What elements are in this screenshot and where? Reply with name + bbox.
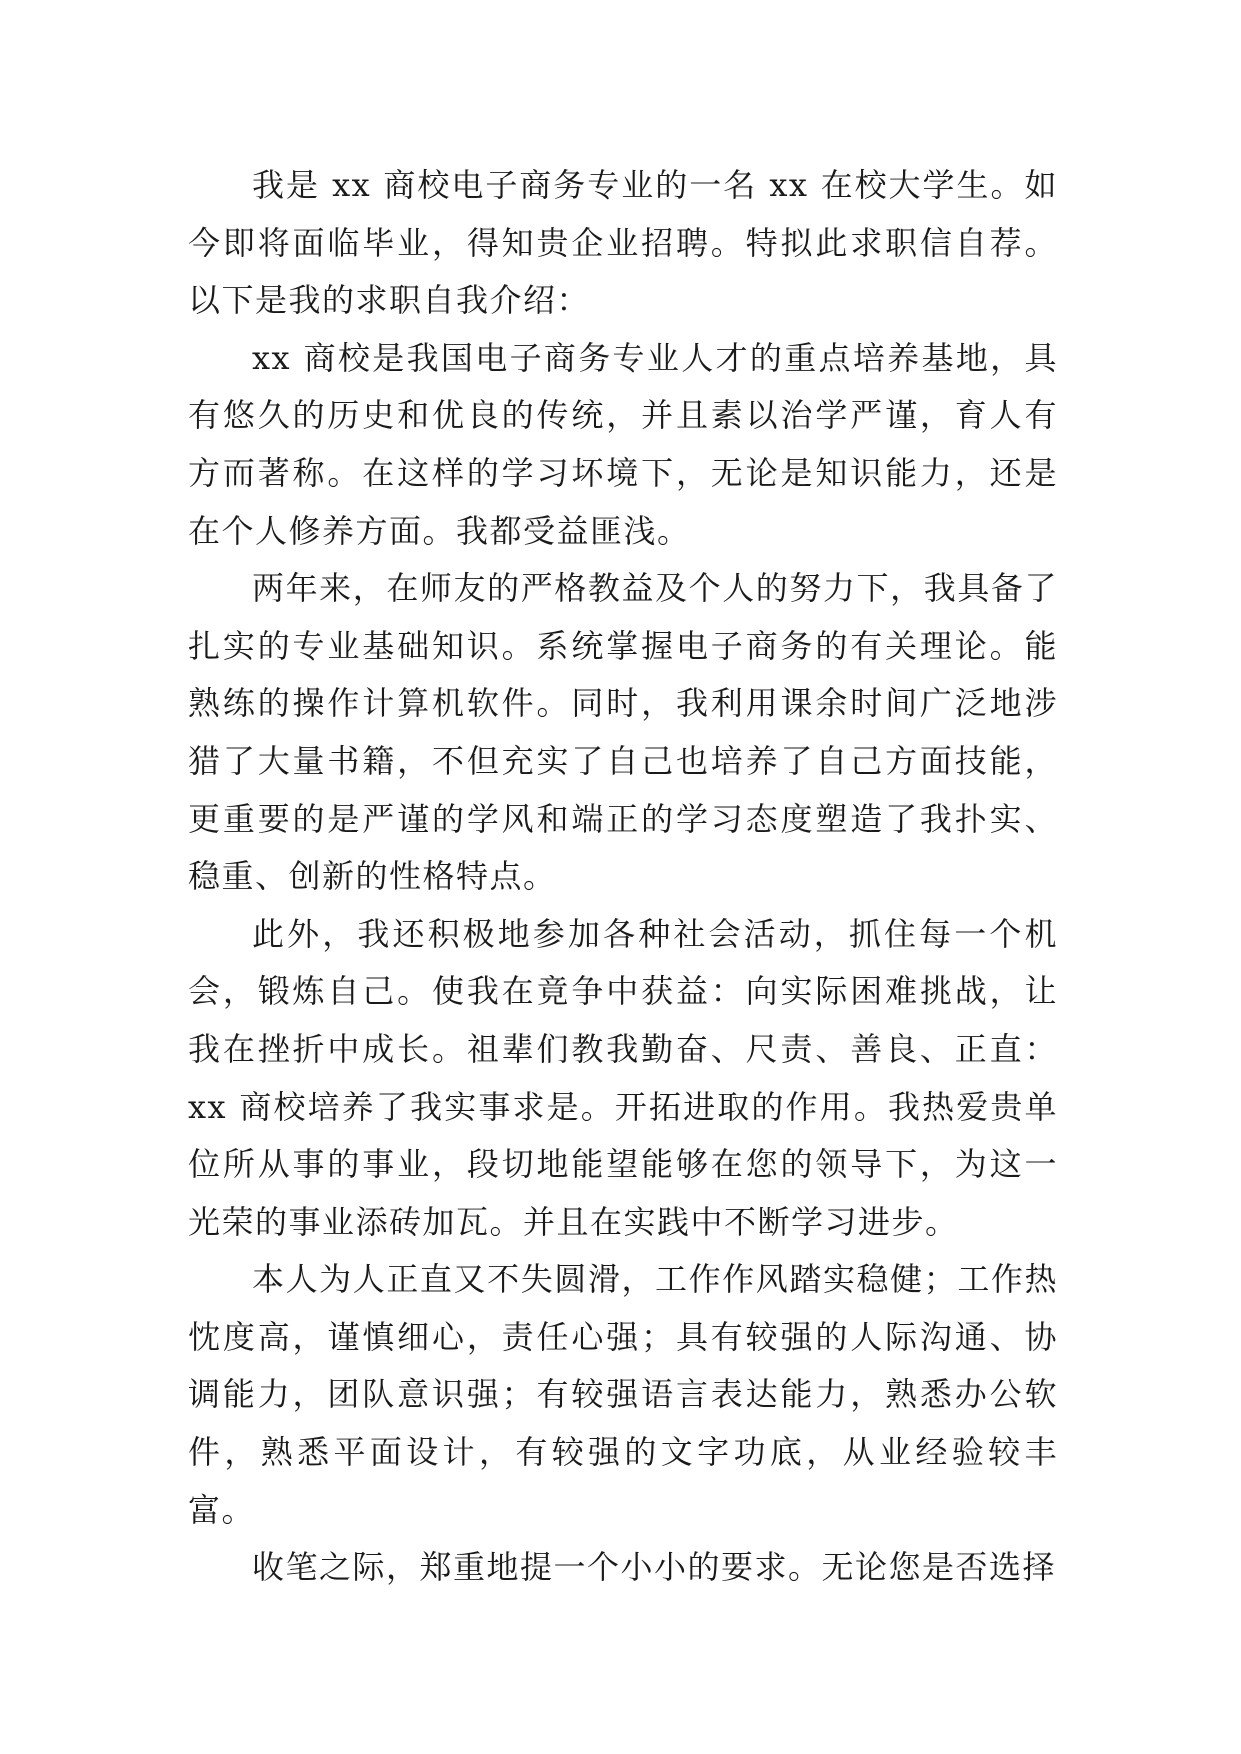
document-body: [188, 157, 1058, 1597]
paragraph-skills: 两年来，在师友的严格教益及个人的努力下，我具备了扎实的专业基础知识。系统掌握电子商务的有关理论。能熟练的操作计算机软件。同时，我利用课余时间广泛地涉猎了大量书籍，不但充实了自己也培养了自己方面技能，更重要的是严谨的学风和端正的学习态度塑造了我扑实、稳重、创新的性格特点。: [188, 569, 1058, 896]
paragraph-intro: 我是 xx 商校电子商务专业的一名 xx 在校大学生。如今即将面临毕业，得知贵企业招聘。特拟此求职信自荐。以下是我的求职自我介绍：: [188, 166, 1058, 320]
paragraph-activities: 此外，我还积极地参加各种社会活动，抓住每一个机会，锻炼自己。使我在竟争中获益：向实际困难挑战，让我在挫折中成长。祖辈们教我勤奋、尺责、善良、正直：xx 商校培养了我实事求是。开拓进取的作用。我热爱贵单位所从事的事业，段切地能望能够在您的领导下，为这一光荣的事业添砖加瓦。并且在实践中不断学习进步。: [188, 914, 1058, 1241]
paragraph-school: xx 商校是我国电子商务专业人才的重点培养基地，具有悠久的历史和优良的传统，并且素以治学严谨，育人有方而著称。在这样的学习坏境下，无论是知识能力，还是在个人修养方面。我都受益匪浅。: [188, 338, 1058, 550]
paragraph-personality: 本人为人正直又不失圆滑，工作作风踏实稳健；工作热忱度高，谨慎细心，责任心强；具有较强的人际沟通、协调能力，团队意识强；有较强语言表达能力，熟悉办公软件，熟悉平面设计，有较强的文字功底，从业经验较丰富。: [188, 1260, 1058, 1529]
paragraph-closing: 收笔之际，郑重地提一个小小的要求。无论您是否选择: [252, 1548, 1057, 1587]
